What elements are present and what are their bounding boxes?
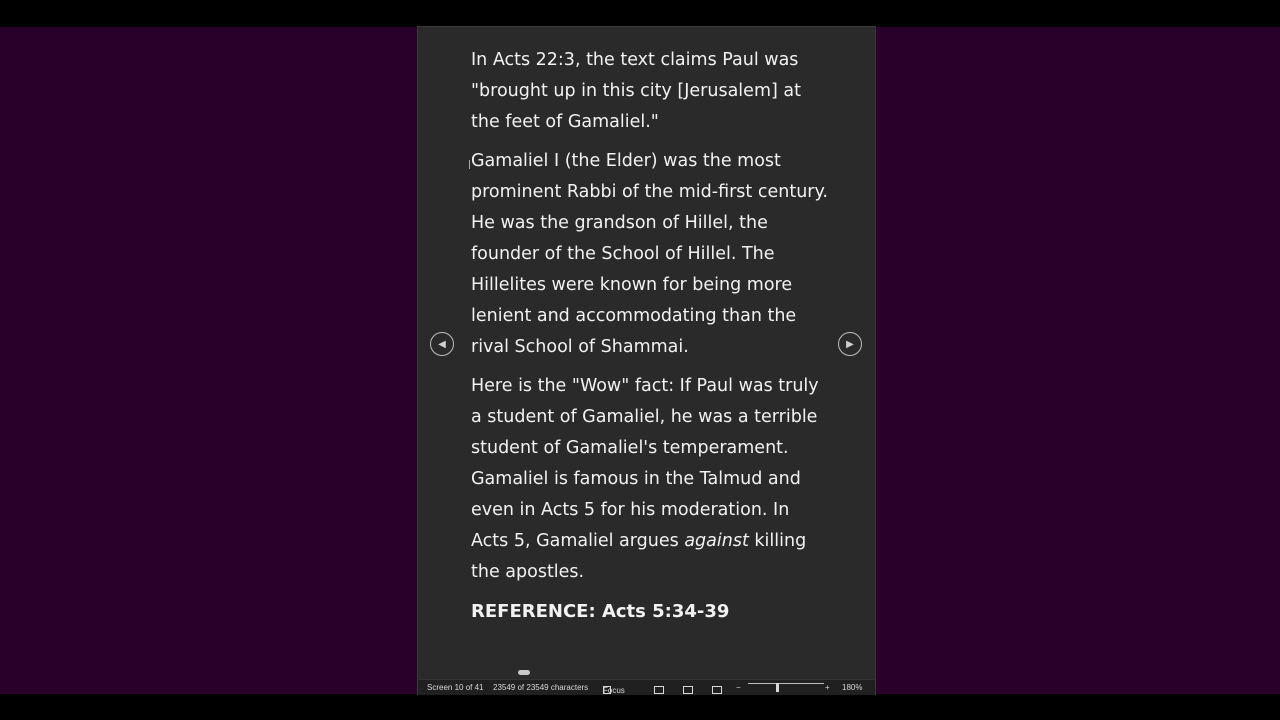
character-count[interactable]: 23549 of 23549 characters bbox=[493, 683, 589, 692]
status-bar bbox=[418, 679, 875, 695]
reference-line: REFERENCE: Acts 5:34-39 bbox=[471, 601, 730, 622]
next-screen-button[interactable] bbox=[838, 332, 862, 356]
horizontal-scrollbar-thumb[interactable] bbox=[518, 670, 530, 675]
screen-counter[interactable]: Screen 10 of 41 bbox=[427, 683, 484, 692]
paragraph-3-emphasis: against bbox=[684, 531, 749, 551]
web-layout-icon bbox=[712, 686, 722, 694]
paragraph-2: Gamaliel I (the Elder) was the most prominent Rabbi of the mid-first century. He was the grandson of Hillel, the founder of the School of Hillel. The Hillelites were known for being more lenient and accommodating than the rival School of Shammai. bbox=[471, 151, 828, 357]
focus-label: Focus bbox=[603, 686, 625, 695]
document-body[interactable] bbox=[471, 45, 831, 635]
chevron-right-circle-icon: ▶ bbox=[846, 338, 854, 350]
zoom-level[interactable]: 180% bbox=[842, 683, 863, 692]
bottom-letterbox bbox=[0, 694, 1280, 720]
previous-screen-button[interactable] bbox=[430, 332, 454, 356]
zoom-slider-track[interactable] bbox=[748, 683, 824, 684]
zoom-slider-knob[interactable] bbox=[776, 683, 779, 692]
zoom-in-button[interactable]: + bbox=[825, 683, 830, 692]
paragraph-3 bbox=[471, 371, 831, 588]
paragraph-1: In Acts 22:3, the text claims Paul was "brought up in this city [Jerusalem] at the feet of Gamaliel." bbox=[471, 50, 801, 132]
top-letterbox bbox=[0, 0, 1280, 27]
zoom-out-button[interactable]: − bbox=[736, 683, 741, 692]
paragraph-3-part2: killing the apostles. bbox=[471, 531, 807, 582]
chevron-left-circle-icon: ◀ bbox=[438, 338, 446, 350]
read-mode-icon bbox=[654, 686, 664, 694]
print-layout-icon bbox=[683, 686, 693, 694]
text-cursor bbox=[469, 160, 473, 169]
paragraph-3-part1: Here is the "Wow" fact: If Paul was truly a student of Gamaliel, he was a terrible student of Gamaliel's temperament. Gamaliel is famous in the Talmud and even in Acts 5 for his moderation. In Acts 5, Gamaliel argues bbox=[471, 376, 819, 551]
document-reader-window bbox=[418, 27, 875, 694]
